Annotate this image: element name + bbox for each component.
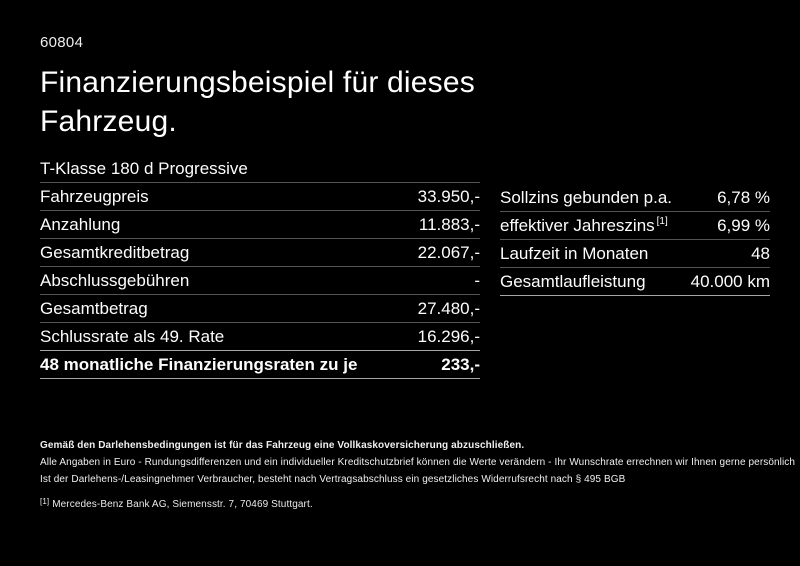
legal-note-2: Alle Angaben in Euro - Rundungsdifferenzen und ein individueller Kreditschutzbrief können die Werte verändern - Ihr Wunschrate errechnen wir Ihnen gerne persönlich bbox=[40, 457, 796, 468]
table-row bbox=[500, 212, 770, 240]
footnote-text: Mercedes-Benz Bank AG, Siemensstr. 7, 70469 Stuttgart. bbox=[52, 499, 313, 510]
row-label-text: effektiver Jahreszins bbox=[500, 215, 655, 235]
legal-note-3: Ist der Darlehens-/Leasingnehmer Verbraucher, besteht nach Vertragsabschluss ein gesetzliches Widerrufsrecht nach § 495 BGB bbox=[40, 474, 626, 485]
finance-total-row bbox=[40, 351, 480, 379]
row-label: Abschlussgebühren bbox=[40, 270, 190, 290]
conditions-rows bbox=[500, 184, 770, 296]
finance-rows bbox=[40, 183, 480, 351]
footnote-ref: [1] bbox=[656, 215, 668, 227]
page-title: Finanzierungsbeispiel für dieses Fahrzeug. bbox=[40, 66, 475, 138]
row-value: 16.296,- bbox=[417, 326, 480, 346]
table-row bbox=[500, 268, 770, 296]
row-label-text: Laufzeit in Monaten bbox=[500, 243, 649, 263]
table-row bbox=[40, 183, 480, 211]
finance-table bbox=[40, 155, 480, 379]
table-row bbox=[500, 240, 770, 268]
table-row bbox=[40, 211, 480, 239]
row-value: 27.480,- bbox=[417, 298, 480, 318]
row-value: 11.883,- bbox=[418, 214, 480, 234]
footnote-marker: [1] bbox=[40, 497, 50, 506]
conditions-spacer bbox=[500, 155, 770, 184]
row-value: 40.000 km bbox=[690, 271, 770, 291]
row-value: 33.950,- bbox=[417, 186, 480, 206]
table-row bbox=[40, 239, 480, 267]
row-value: 48 bbox=[751, 243, 770, 263]
row-label: Fahrzeugpreis bbox=[40, 186, 149, 206]
row-label bbox=[500, 244, 650, 264]
row-label bbox=[500, 272, 648, 292]
row-value: 22.067,- bbox=[417, 242, 480, 262]
table-row bbox=[500, 184, 770, 212]
row-value: 6,99 % bbox=[717, 215, 770, 235]
vehicle-model: T-Klasse 180 d Progressive bbox=[40, 155, 480, 183]
row-label bbox=[500, 188, 674, 208]
table-row bbox=[40, 267, 480, 295]
legal-note-bold: Gemäß den Darlehensbedingungen ist für das Fahrzeug eine Vollkaskoversicherung abzuschließen. bbox=[40, 440, 525, 451]
finance-total-label: 48 monatliche Finanzierungsraten zu je bbox=[40, 354, 358, 374]
row-value: 6,78 % bbox=[717, 187, 770, 207]
row-label: Anzahlung bbox=[40, 214, 121, 234]
row-label-text: Sollzins gebunden p.a. bbox=[500, 187, 673, 207]
row-label: Schlussrate als 49. Rate bbox=[40, 326, 225, 346]
finance-total-value: 233,- bbox=[441, 354, 480, 374]
table-row bbox=[40, 323, 480, 351]
tables-container bbox=[40, 155, 770, 379]
row-value: - bbox=[474, 270, 480, 290]
footnote bbox=[40, 497, 313, 510]
row-label: Gesamtbetrag bbox=[40, 298, 148, 318]
table-row bbox=[40, 295, 480, 323]
conditions-table bbox=[500, 155, 770, 379]
row-label bbox=[500, 216, 668, 236]
row-label: Gesamtkreditbetrag bbox=[40, 242, 190, 262]
legal-notes bbox=[40, 437, 796, 488]
offer-code: 60804 bbox=[40, 34, 84, 51]
row-label-text: Gesamtlaufleistung bbox=[500, 271, 646, 291]
